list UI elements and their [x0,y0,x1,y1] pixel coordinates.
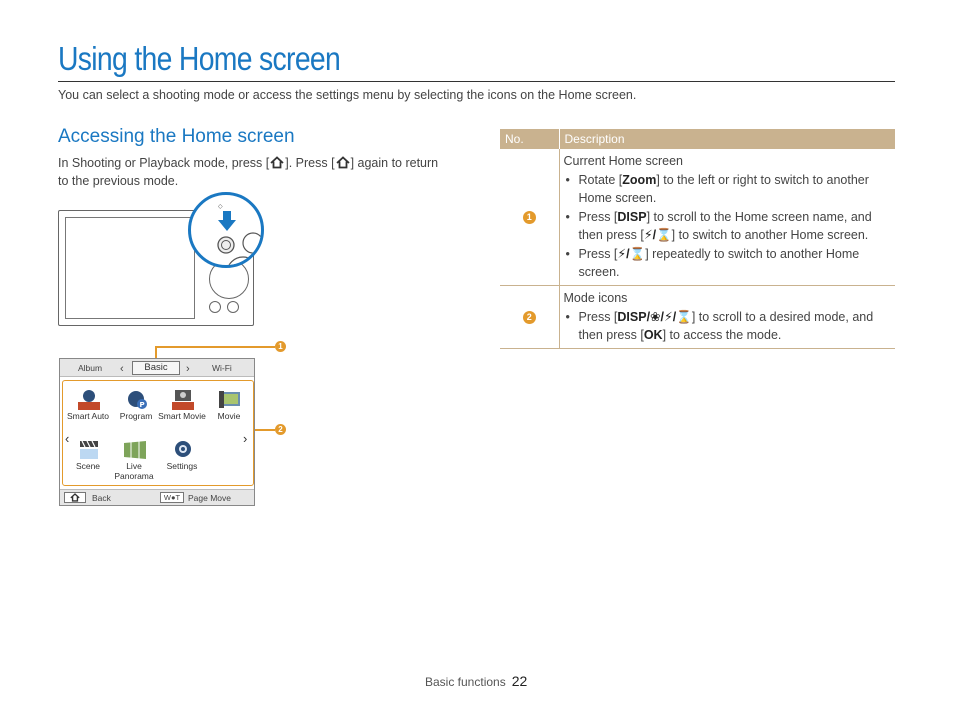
home-screen-tabs [60,359,254,377]
row-description-cell [559,149,895,286]
callout-leader [155,346,275,348]
home-key-icon[interactable] [64,492,86,503]
key-label: ⚡/⌛ [643,228,672,242]
smart-auto-icon [77,389,99,409]
key-label: Zoom [622,173,657,187]
mode-settings[interactable] [158,439,206,471]
page-number: 22 [511,673,528,689]
list-item: • Press [DISP/❀/⚡/⌛] to scroll to a desired mode, and then press [OK] to access the mode. [564,308,892,344]
scene-icon [77,439,99,459]
home-screen-mockup [59,358,255,506]
row-number-cell [500,286,559,349]
row-heading: Mode icons [563,291,628,305]
home-icon [335,156,351,169]
mode-label: Program [119,411,153,421]
row-number-cell [500,149,559,286]
callout-number: 2 [523,311,536,324]
mode-movie[interactable] [205,389,253,421]
table-row [500,286,895,349]
zoom-key-icon[interactable]: W●T [160,492,184,503]
section-text-part: In Shooting or Playback mode, press [ [58,156,270,170]
mode-smart-auto[interactable] [64,389,112,421]
movie-icon [218,389,240,409]
mode-label: Smart Auto [66,411,110,421]
list-item: • Press [⚡/⌛] repeatedly to switch to another Home screen. [564,245,892,281]
header-description: Description [559,129,895,149]
zoom-magnifier [188,192,264,268]
camera-button [209,301,221,313]
callout-1: 1 [275,341,286,352]
chevron-right-icon[interactable]: › [186,363,190,375]
row-description-cell [559,286,895,349]
page-move-label: Page Move [188,493,231,503]
description-table [500,129,895,349]
chevron-right-icon[interactable]: › [243,431,248,446]
chevron-left-icon[interactable]: ‹ [120,363,124,375]
section-title: Accessing the Home screen [58,126,295,147]
home-screen-footer [60,489,254,505]
camera-button [227,301,239,313]
callout-2: 2 [275,424,286,435]
mode-label: Scene [75,461,101,471]
key-label: OK [643,328,663,342]
mode-smart-movie[interactable] [158,389,206,421]
header-no: No. [500,129,559,149]
section-text [58,154,448,190]
page-title: Using the Home screen [58,40,341,77]
section-text-part: ] again to return to the previous mode. [58,156,439,188]
mode-program[interactable] [112,389,160,421]
mode-label: Live Panorama [114,461,154,481]
key-label: ⚡/⌛ [617,247,646,261]
key-label: DISP [617,210,647,224]
tab-basic[interactable]: Basic [132,361,180,375]
row-heading: Current Home screen [563,154,683,168]
footer-section: Basic functions [425,675,506,689]
table-row [500,149,895,286]
intro-text: You can select a shooting mode or access the settings menu by selecting the icons on the Home screen. [58,88,637,102]
mode-label: Settings [166,461,198,471]
table-header-row [500,129,895,149]
callout-number: 1 [523,211,536,224]
tab-wifi[interactable]: Wi-Fi [212,363,232,373]
back-label: Back [92,493,111,503]
key-label: DISP/❀/⚡/⌛ [617,310,692,324]
mode-live-panorama[interactable] [110,439,158,481]
list-item: • Rotate [Zoom] to the left or right to switch to another Home screen. [564,171,892,207]
tab-album[interactable]: Album [78,363,103,373]
title-divider [58,81,895,82]
section-text-part: ]. Press [ [285,156,335,170]
settings-icon [171,439,193,459]
mode-label: Smart Movie [158,411,206,421]
panorama-icon [123,439,145,459]
list-item: • Press [DISP] to scroll to the Home screen name, and then press [⚡/⌛] to switch to another Home screen. [564,208,892,244]
chevron-left-icon[interactable]: ‹ [65,431,70,446]
mode-label: Movie [217,411,241,421]
smart-movie-icon [171,389,193,409]
program-icon [125,389,147,409]
camera-lcd [65,217,195,319]
mode-scene[interactable] [64,439,112,471]
svg-text:P: P [139,401,145,409]
home-icon [269,156,285,169]
page-footer [425,673,527,689]
svg-text:◇: ◇ [218,203,223,210]
callout-leader [254,429,275,431]
